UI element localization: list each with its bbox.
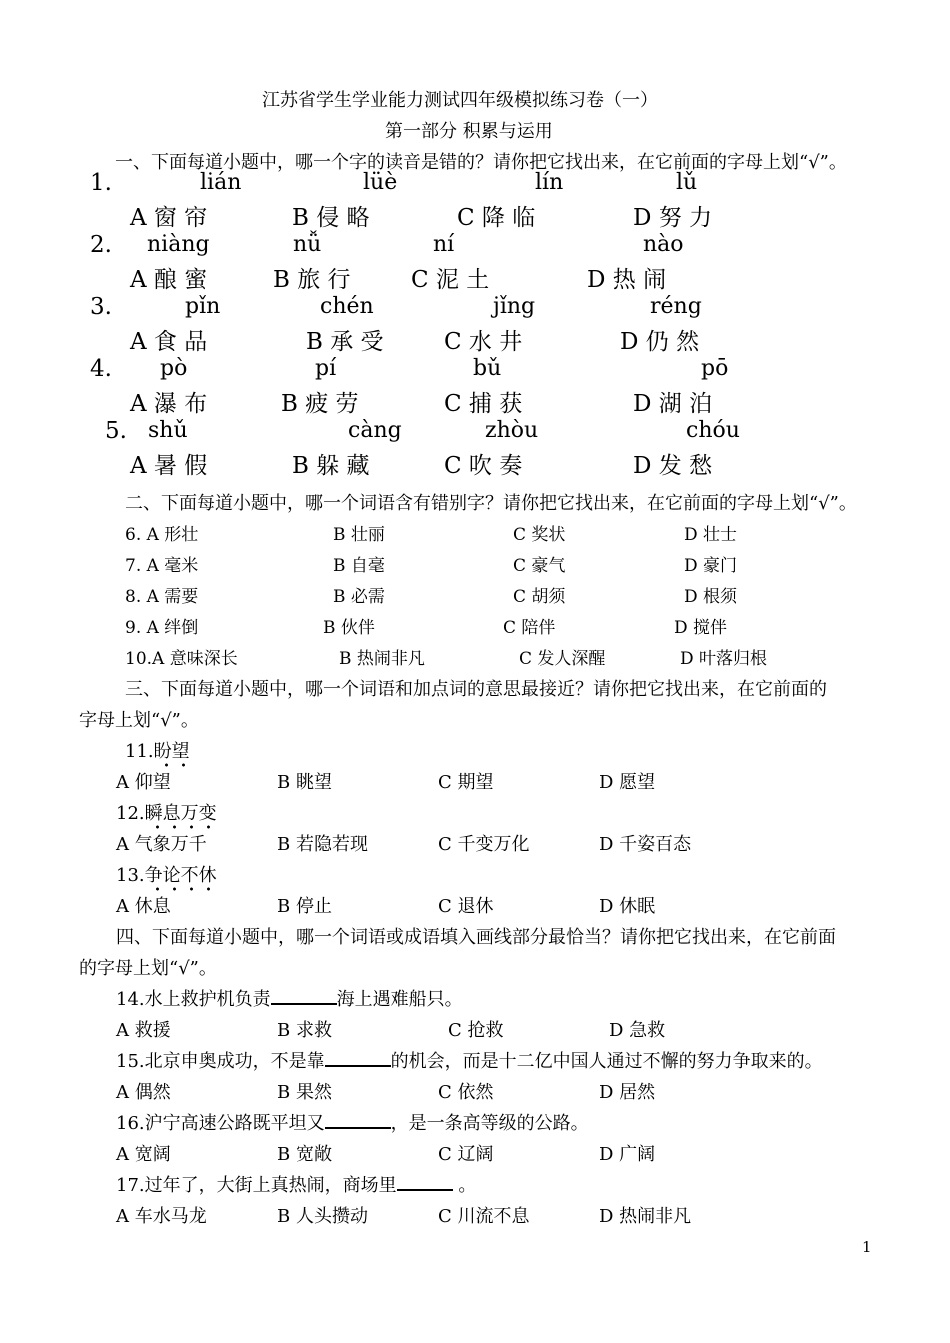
option-c[interactable]: C 捕 获	[444, 391, 523, 417]
pinyin: lǔ	[676, 170, 698, 195]
question-text: 14.水上救护机负责	[116, 989, 271, 1010]
option-a[interactable]: A 宽阔	[116, 1144, 171, 1165]
pinyin: réng	[650, 294, 702, 319]
option-c[interactable]: C 奖状	[513, 525, 566, 545]
question-number: 3.	[90, 294, 112, 320]
question-number: 12.	[116, 803, 145, 824]
pinyin: càng	[348, 418, 402, 443]
question-number: 2.	[90, 232, 112, 258]
question-number: 4.	[90, 356, 112, 382]
part-title: 第一部分 积累与运用	[385, 121, 553, 142]
question-number: 13.	[116, 865, 145, 886]
question-text: 海上遇难船只。	[336, 989, 463, 1010]
option-d[interactable]: D 愿望	[599, 772, 656, 793]
option-b[interactable]: B 壮丽	[333, 525, 385, 545]
pinyin: chén	[320, 294, 374, 319]
option-d[interactable]: D 休眠	[599, 896, 656, 917]
pinyin: pò	[160, 356, 188, 381]
option-b[interactable]: B 热闹非凡	[339, 649, 425, 669]
option-d[interactable]: D 急救	[609, 1020, 666, 1041]
pinyin: nǚ	[293, 232, 322, 257]
option-c[interactable]: C 豪气	[513, 556, 566, 576]
fill-blank[interactable]	[271, 985, 337, 1005]
option-b[interactable]: B 果然	[277, 1082, 332, 1103]
option-a[interactable]: A 窗 帘	[130, 205, 208, 231]
option-a[interactable]: A 偶然	[116, 1082, 171, 1103]
dotted-word: 瞬息万变	[145, 803, 217, 830]
question-11	[125, 737, 190, 763]
option-a[interactable]: A 气象万千	[116, 834, 207, 855]
question-text: 。	[452, 1175, 477, 1196]
option-c[interactable]: C 依然	[438, 1082, 494, 1103]
question-text: ，是一条高等级的公路。	[390, 1113, 589, 1134]
pinyin: chóu	[686, 418, 740, 443]
option-a[interactable]: A 救援	[116, 1020, 171, 1041]
option-d[interactable]: D 居然	[599, 1082, 656, 1103]
question-text: 17.过年了，大街上真热闹，商场里	[116, 1175, 397, 1196]
option-d[interactable]: D 搅伴	[674, 618, 728, 638]
option-b[interactable]: B 人头攒动	[277, 1206, 368, 1227]
question-15	[116, 1047, 823, 1073]
pinyin: lín	[535, 170, 564, 195]
option-d[interactable]: D 叶落归根	[680, 649, 768, 669]
option-b[interactable]: B 旅 行	[273, 267, 351, 293]
option-c[interactable]: C 退休	[438, 896, 494, 917]
option-a[interactable]: 6. A 形壮	[125, 525, 199, 545]
option-c[interactable]: C 降 临	[457, 205, 536, 231]
option-b[interactable]: B 眺望	[277, 772, 332, 793]
option-a[interactable]: A 车水马龙	[116, 1206, 207, 1227]
option-c[interactable]: C 胡须	[513, 587, 566, 607]
section4-instruction: 四、下面每道小题中，哪一个词语或成语填入画线部分最恰当？请你把它找出来，在它前面	[116, 927, 836, 948]
option-d[interactable]: D 豪门	[684, 556, 738, 576]
option-d[interactable]: D 热闹非凡	[599, 1206, 692, 1227]
option-c[interactable]: C 千变万化	[438, 834, 530, 855]
pinyin: niàng	[147, 232, 210, 257]
fill-blank[interactable]	[325, 1109, 391, 1129]
question-16	[116, 1109, 589, 1135]
pinyin: bǔ	[473, 356, 502, 381]
fill-blank[interactable]	[397, 1171, 453, 1191]
dotted-word: 争论不休	[145, 865, 217, 892]
dotted-word: 盼望	[154, 741, 190, 768]
option-c[interactable]: C 川流不息	[438, 1206, 530, 1227]
page-title: 江苏省学生学业能力测试四年级模拟练习卷（一）	[262, 90, 658, 111]
option-b[interactable]: B 求救	[277, 1020, 332, 1041]
option-d[interactable]: D 热 闹	[587, 267, 667, 293]
section2-instruction: 二、下面每道小题中，哪一个词语含有错别字？请你把它找出来，在它前面的字母上划“√”。	[125, 493, 857, 514]
question-17	[116, 1171, 476, 1197]
option-d[interactable]: D 仍 然	[620, 329, 700, 355]
question-13	[116, 861, 217, 887]
section4-instruction-cont: 的字母上划“√”。	[79, 958, 217, 979]
option-a[interactable]: A 食 品	[130, 329, 208, 355]
option-b[interactable]: B 自毫	[333, 556, 385, 576]
question-number: 11.	[125, 741, 154, 762]
option-d[interactable]: D 发 愁	[633, 453, 713, 479]
question-text: 的机会，而是十二亿中国人通过不懈的努力争取来的。	[390, 1051, 823, 1072]
option-a[interactable]: A 休息	[116, 896, 171, 917]
option-b[interactable]: B 宽敞	[277, 1144, 332, 1165]
option-d[interactable]: D 努 力	[633, 205, 713, 231]
fill-blank[interactable]	[325, 1047, 391, 1067]
option-b[interactable]: B 疲 劳	[281, 391, 359, 417]
option-c[interactable]: C 发人深醒	[519, 649, 606, 669]
pinyin: pǐn	[185, 294, 221, 319]
pinyin: pí	[315, 356, 337, 381]
question-number: 1.	[90, 170, 112, 196]
option-d[interactable]: D 壮士	[684, 525, 738, 545]
page-number: 1	[862, 1238, 872, 1256]
option-a[interactable]: A 瀑 布	[130, 391, 208, 417]
option-c[interactable]: C 水 井	[444, 329, 523, 355]
option-a[interactable]: 8. A 需要	[125, 587, 199, 607]
option-a[interactable]: 9. A 绊倒	[125, 618, 199, 638]
pinyin: nào	[643, 232, 684, 257]
option-b[interactable]: B 侵 略	[292, 205, 370, 231]
question-number: 5.	[105, 418, 127, 444]
option-a[interactable]: 7. A 毫米	[125, 556, 199, 576]
pinyin: ní	[433, 232, 455, 257]
pinyin: shǔ	[148, 418, 188, 443]
pinyin: lián	[200, 170, 242, 195]
option-d[interactable]: D 千姿百态	[599, 834, 692, 855]
pinyin: zhòu	[485, 418, 539, 443]
question-14	[116, 985, 463, 1011]
option-b[interactable]: B 承 受	[306, 329, 384, 355]
option-c[interactable]: C 吹 奏	[444, 453, 523, 479]
option-d[interactable]: D 广阔	[599, 1144, 656, 1165]
section3-instruction: 三、下面每道小题中，哪一个词语和加点词的意思最接近？请你把它找出来，在它前面的	[125, 679, 827, 700]
option-a[interactable]: 10.A 意味深长	[125, 649, 238, 669]
question-text: 15.北京申奥成功，不是靠	[116, 1051, 325, 1072]
option-b[interactable]: B 必需	[333, 587, 385, 607]
option-c[interactable]: C 陪伴	[503, 618, 556, 638]
question-12	[116, 799, 217, 825]
question-text: 16.沪宁高速公路既平坦又	[116, 1113, 325, 1134]
option-b[interactable]: B 停止	[277, 896, 332, 917]
option-a[interactable]: A 暑 假	[130, 453, 208, 479]
option-b[interactable]: B 躲 藏	[292, 453, 370, 479]
option-b[interactable]: B 若隐若现	[277, 834, 368, 855]
pinyin: lüè	[363, 170, 398, 195]
option-c[interactable]: C 期望	[438, 772, 494, 793]
option-c[interactable]: C 抢救	[448, 1020, 504, 1041]
option-a[interactable]: A 酿 蜜	[130, 267, 208, 293]
option-d[interactable]: D 根须	[684, 587, 738, 607]
pinyin: pō	[701, 356, 729, 381]
option-c[interactable]: C 泥 土	[411, 267, 490, 293]
option-b[interactable]: B 伙伴	[323, 618, 375, 638]
option-a[interactable]: A 仰望	[116, 772, 171, 793]
option-d[interactable]: D 湖 泊	[633, 391, 713, 417]
section3-instruction-cont: 字母上划“√”。	[79, 710, 199, 731]
section1-instruction: 一、下面每道小题中，哪一个字的读音是错的？请你把它找出来，在它前面的字母上划“√”。	[115, 152, 847, 173]
pinyin: jǐng	[493, 294, 536, 319]
option-c[interactable]: C 辽阔	[438, 1144, 494, 1165]
